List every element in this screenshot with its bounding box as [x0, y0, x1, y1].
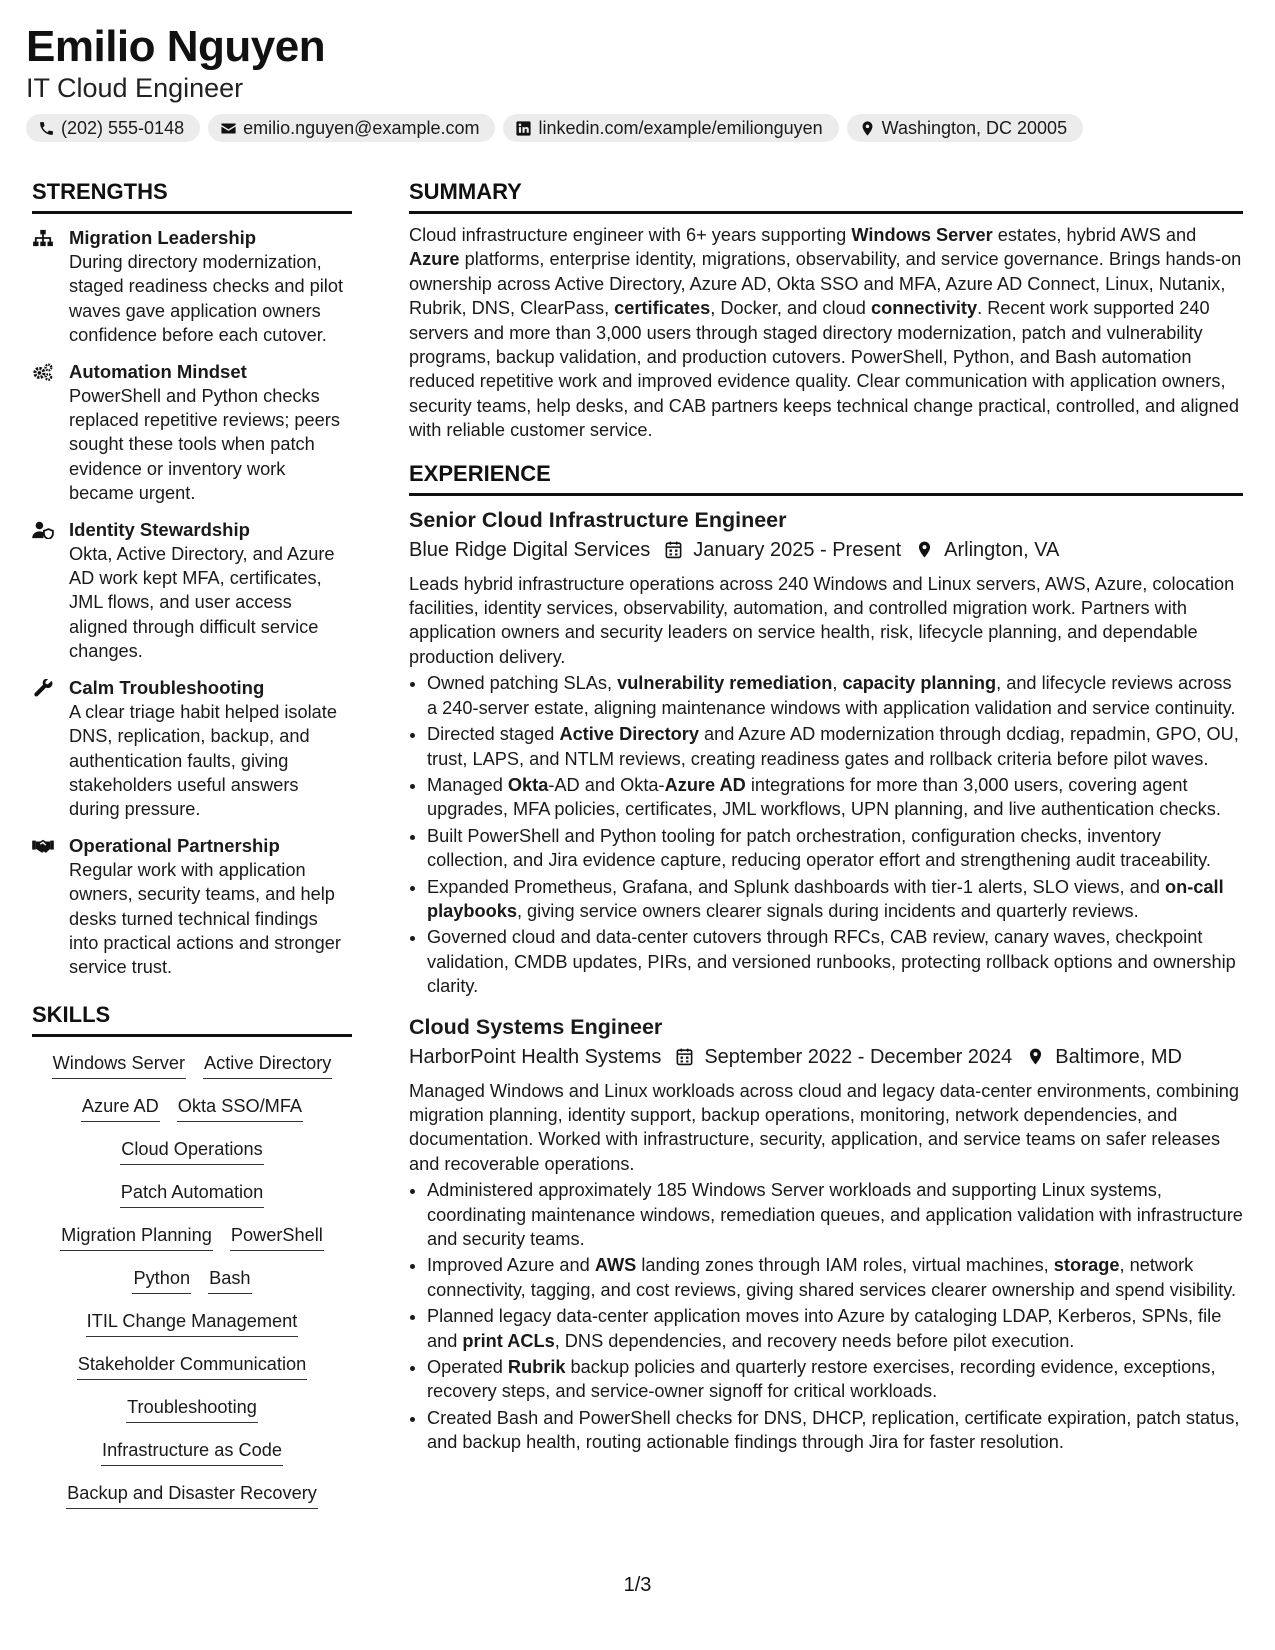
user-shield-icon [32, 521, 54, 539]
right-column [409, 179, 1243, 1457]
job-description: Leads hybrid infrastructure operations across 240 Windows and Linux servers, AWS, Azure, colocation facilities, identity services, observability, automation, and controlled migration work. Partners with application owners and security leaders on service health, risk, lifecycle planning, and dependable production delivery. [409, 573, 1235, 667]
job-description: Managed Windows and Linux workloads across cloud and legacy data-center environments, combining migration planning, identity support, backup operations, monitoring, network dependencies, and documentation. Worked with infrastructure, security, application, and service teams on safer releases and recoverable operations. [409, 1080, 1240, 1174]
strength-text: Regular work with application owners, security teams, and help desks turned technical findings into practical actions and stronger service trust. [69, 859, 341, 978]
email-text: emilio.nguyen@example.com [243, 117, 480, 138]
skill-tag: Bash [208, 1268, 251, 1294]
strength-text: Okta, Active Directory, and Azure AD work kept MFA, certificates, JML flows, and user access aligned through difficult service changes. [69, 543, 335, 662]
sitemap-icon [32, 229, 54, 247]
linkedin-text: linkedin.com/example/emilionguyen [538, 117, 823, 138]
skill-tag: ITIL Change Management [86, 1311, 299, 1337]
job-bullet: • Operated Rubrik backup policies and quarterly restore exercises, recording evidence, exceptions, recovery steps, and service-owner signoff for critical workloads. [427, 1355, 1243, 1404]
bold-keyword: certificates [614, 298, 711, 319]
phone-text: (202) 555-0148 [61, 117, 185, 138]
summary-heading: SUMMARY [409, 179, 1243, 214]
job-entry [409, 506, 1243, 999]
wrench-icon [32, 679, 54, 697]
skill-tag: Okta SSO/MFA [177, 1096, 303, 1122]
job-location: Arlington, VA [944, 538, 1060, 561]
bold-keyword: connectivity [870, 298, 978, 319]
job-bullets [409, 1178, 1243, 1454]
skill-tag: Windows Server [52, 1053, 186, 1079]
strength-title: Calm Troubleshooting [69, 676, 265, 698]
map-pin-icon [859, 120, 876, 137]
map-pin-icon [915, 540, 934, 559]
bold-keyword: storage [1053, 1255, 1120, 1276]
strength-item [32, 226, 352, 348]
linkedin-icon [515, 120, 532, 137]
skill-tag: Patch Automation [120, 1182, 265, 1208]
strength-text: A clear triage habit helped isolate DNS, replication, backup, and authentication faults, giving stakeholders useful answers during pressure. [69, 701, 337, 820]
skill-tag: Azure AD [81, 1096, 160, 1122]
job-bullet: • Managed Okta-AD and Okta-Azure AD integrations for more than 3,000 users, covering agent upgrades, MFA policies, certificates, JML workflows, UPN planning, and live authentication checks. [427, 773, 1243, 822]
skill-tag: Migration Planning [60, 1225, 213, 1251]
experience-heading: EXPERIENCE [409, 461, 1243, 496]
job-bullet: • Administered approximately 185 Windows Server workloads and supporting Linux systems, coordinating maintenance windows, remediation queues, and application validation with infrastructure and security teams. [427, 1178, 1243, 1251]
company-name: Blue Ridge Digital Services [409, 538, 651, 561]
strength-item [32, 676, 352, 822]
bold-keyword: on-call playbooks [427, 876, 1224, 921]
strength-text: PowerShell and Python checks replaced repetitive reviews; peers sought these tools when patch evidence or inventory work became urgent. [69, 385, 340, 504]
skill-tag: PowerShell [230, 1225, 324, 1251]
job-bullet: • Built PowerShell and Python tooling for patch orchestration, configuration checks, inventory collection, and Jira evidence capture, reducing operator effort and strengthening audit traceability. [427, 824, 1243, 873]
strengths-heading: STRENGTHS [32, 179, 352, 214]
skill-tag: Python [132, 1268, 191, 1294]
map-pin-icon [1026, 1047, 1045, 1066]
job-bullet: • Planned legacy data-center application moves into Azure by cataloging LDAP, Kerberos, SPNs, file and print ACLs, DNS dependencies, and recovery needs before pilot execution. [427, 1304, 1243, 1353]
candidate-name: Emilio Nguyen [26, 22, 326, 71]
job-bullets [409, 671, 1243, 998]
job-title: Senior Cloud Infrastructure Engineer [409, 507, 787, 532]
job-bullet: • Created Bash and PowerShell checks for DNS, DHCP, replication, certificate expiration, patch status, and backup health, routing actionable findings through Jira for faster resolution. [427, 1406, 1243, 1455]
linkedin-chip[interactable] [503, 114, 838, 142]
job-entry [409, 1013, 1243, 1455]
bold-keyword: Azure [409, 249, 460, 270]
strength-text: During directory modernization, staged readiness checks and pilot waves gave application owners confidence before each cutover. [69, 252, 343, 346]
bold-keyword: AWS [594, 1255, 637, 1276]
candidate-role: IT Cloud Engineer [26, 73, 244, 103]
page-number: 1/3 [623, 1574, 652, 1596]
job-bullet: • Improved Azure and AWS landing zones through IAM roles, virtual machines, storage, network connectivity, tagging, and cost reviews, giving shared services clearer ownership and spend visibility. [427, 1253, 1243, 1302]
bold-keyword: Okta [507, 774, 549, 795]
contact-bar [26, 114, 1083, 142]
job-title: Cloud Systems Engineer [409, 1014, 663, 1039]
location-text: Washington, DC 20005 [881, 117, 1068, 138]
job-dates: September 2022 - December 2024 [704, 1045, 1013, 1068]
strength-item [32, 360, 352, 506]
gears-icon [32, 363, 54, 381]
phone-icon [38, 120, 55, 137]
skill-tag: Stakeholder Communication [77, 1354, 307, 1380]
bold-keyword: Active Directory [559, 724, 699, 745]
skill-tag: Backup and Disaster Recovery [66, 1483, 318, 1509]
job-meta [409, 1042, 1243, 1072]
job-bullet: • Governed cloud and data-center cutovers through RFCs, CAB review, canary waves, checkpoint validation, CMDB updates, PIRs, and versioned runbooks, protecting rollback options and ownership clarity. [427, 925, 1243, 998]
skills-list [32, 1053, 352, 1526]
strength-title: Automation Mindset [69, 360, 247, 382]
left-column [32, 179, 352, 1526]
strength-title: Migration Leadership [69, 227, 257, 248]
email-chip[interactable] [208, 114, 495, 142]
phone-chip[interactable] [26, 114, 200, 142]
handshake-icon [32, 837, 54, 855]
location-chip [847, 114, 1083, 142]
bold-keyword: vulnerability remediation [617, 673, 833, 694]
bold-keyword: Rubrik [507, 1357, 566, 1378]
skill-tag: Troubleshooting [126, 1397, 258, 1423]
job-location: Baltimore, MD [1055, 1045, 1182, 1068]
skill-tag: Active Directory [203, 1053, 332, 1079]
bold-keyword: print ACLs [462, 1330, 555, 1351]
calendar-icon [675, 1047, 694, 1066]
strength-title: Operational Partnership [69, 834, 280, 856]
job-meta [409, 535, 1243, 565]
skills-heading: SKILLS [32, 1002, 352, 1037]
job-bullet: • Owned patching SLAs, vulnerability remediation, capacity planning, and lifecycle reviews across a 240-server estate, aligning maintenance windows with application validation and service continuity. [427, 671, 1243, 720]
envelope-icon [220, 120, 237, 137]
strength-item [32, 518, 352, 664]
strength-title: Identity Stewardship [69, 518, 250, 540]
skill-tag: Cloud Operations [120, 1139, 264, 1165]
calendar-icon [664, 540, 683, 559]
bold-keyword: Windows Server [851, 225, 993, 245]
job-bullet: • Expanded Prometheus, Grafana, and Splunk dashboards with tier-1 alerts, SLO views, and on-call playbooks, giving service owners clearer signals during incidents and quarterly reviews. [427, 875, 1243, 924]
job-dates: January 2025 - Present [693, 538, 902, 561]
skill-tag: Infrastructure as Code [101, 1440, 283, 1466]
bold-keyword: Azure AD [664, 774, 746, 795]
job-bullet: • Directed staged Active Directory and Azure AD modernization through dcdiag, repadmin, GPO, OU, trust, LAPS, and NTLM reviews, creating readiness gates and rollback criteria before pilot waves. [427, 722, 1243, 771]
strength-item [32, 834, 352, 980]
summary-text: Cloud infrastructure engineer with 6+ years supporting Windows Server estates, hybrid AWS and Azure platforms, enterprise identity, migrations, observability, and service governance. Brings hands-on ownership across Active Directory, Azure AD, Okta SSO and MFA, Azure AD Connect, Linux, Nutanix, Rubrik, DNS, ClearPass, certificates, Docker, and cloud connectivity. Recent work supported 240 servers and more than 3,000 users through staged directory modernization, patch and vulnerability programs, backup validation, and production cutovers. PowerShell, Python, and Bash automation reduced repetitive work and improved evidence quality. Clear communication with application owners, security teams, help desks, and CAB partners keeps technical change practical, controlled, and aligned with reliable customer service. [409, 225, 1242, 441]
company-name: HarborPoint Health Systems [409, 1045, 662, 1068]
bold-keyword: capacity planning [842, 673, 997, 694]
